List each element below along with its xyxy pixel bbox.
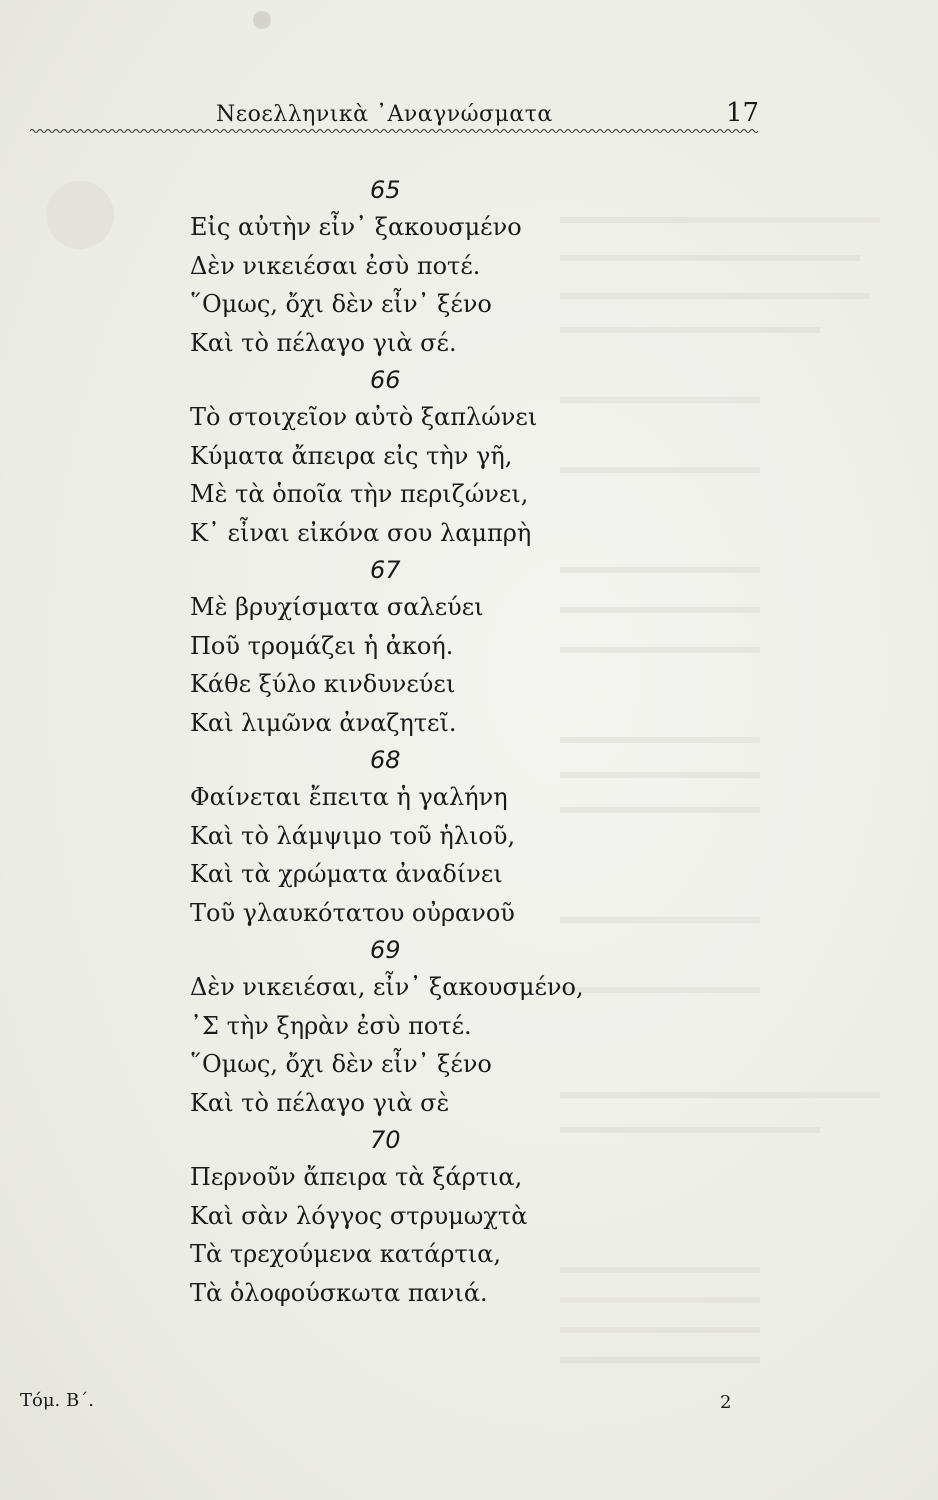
verse-line: Καὶ σὰν λόγγος στρυμωχτὰ [190,1201,528,1230]
verse-line: Ποῦ τρομάζει ἡ ἀκοή. [190,631,454,660]
verse-line: Δὲν νικειέσαι ἐσὺ ποτέ. [190,251,481,280]
stanza-number: 67 [370,556,401,584]
header-wavy-rule [30,127,760,135]
verse-line: Κάθε ξύλο κινδυνεύει [190,670,456,698]
poem-body [190,172,710,1312]
verse-line: Κ᾿ εἶναι εἰκόνα σου λαμπρὴ [190,518,532,547]
verse-line: Δὲν νικειέσαι, εἶν᾿ ξακουσμένο, [190,973,584,1001]
verse-line: ῞Ομως, ὄχι δὲν εἶν᾿ ξένο [190,1050,492,1078]
stanza [190,552,710,742]
verse-line: Κύματα ἄπειρα εἰς τὴν γῆ, [190,441,513,470]
stanza [190,362,710,552]
verse-line: ῞Ομως, ὄχι δὲν εἶν᾿ ξένο [190,290,492,318]
verse-line: Φαίνεται ἔπειτα ἡ γαλήνη [190,783,508,811]
verse-line: Καὶ τὸ πέλαγο γιὰ σέ. [190,328,457,357]
stanza [190,172,710,362]
verse-line: Τὸ στοιχεῖον αὐτὸ ξαπλώνει [190,403,538,431]
stanza-number: 68 [370,746,401,774]
stanza [190,742,710,932]
signature-mark: 2 [720,1392,732,1413]
stanza [190,932,710,1122]
verse-line: Καὶ τὸ πέλαγο γιὰ σὲ [190,1088,450,1117]
stanza-number: 70 [370,1126,401,1154]
verse-line: Μὲ τὰ ὁποῖα τὴν περιζώνει, [190,480,529,508]
verse-line: Τὰ ὁλοφούσκωτα πανιά. [190,1278,488,1307]
stanza-number: 69 [370,936,401,964]
verse-line: Καὶ τὸ λάμψιμο τοῦ ἡλιοῦ, [190,821,516,850]
verse-line: Τοῦ γλαυκότατου οὐρανοῦ [190,898,515,927]
running-title: Νεοελληνικὰ ᾿Αναγνώσματα [216,102,553,127]
verse-line: ᾿Σ τὴν ξηρὰν ἐσὺ ποτέ. [190,1011,472,1040]
stanza-number: 65 [370,176,401,204]
verse-line: Τὰ τρεχούμενα κατάρτια, [190,1240,502,1268]
verse-line: Περνοῦν ἄπειρα τὰ ξάρτια, [190,1163,523,1191]
volume-marker: Τόμ. Β΄. [20,1390,94,1411]
verse-line: Καὶ τὰ χρώματα ἀναδίνει [190,860,503,888]
stanza-number: 66 [370,366,401,394]
verse-line: Καὶ λιμῶνα ἀναζητεῖ. [190,708,457,737]
stanza [190,1122,710,1312]
verse-line: Μὲ βρυχίσματα σαλεύει [190,593,484,621]
page-number: 17 [726,98,760,128]
verse-line: Εἰς αὐτὴν εἶν᾿ ξακουσμένο [190,213,522,241]
